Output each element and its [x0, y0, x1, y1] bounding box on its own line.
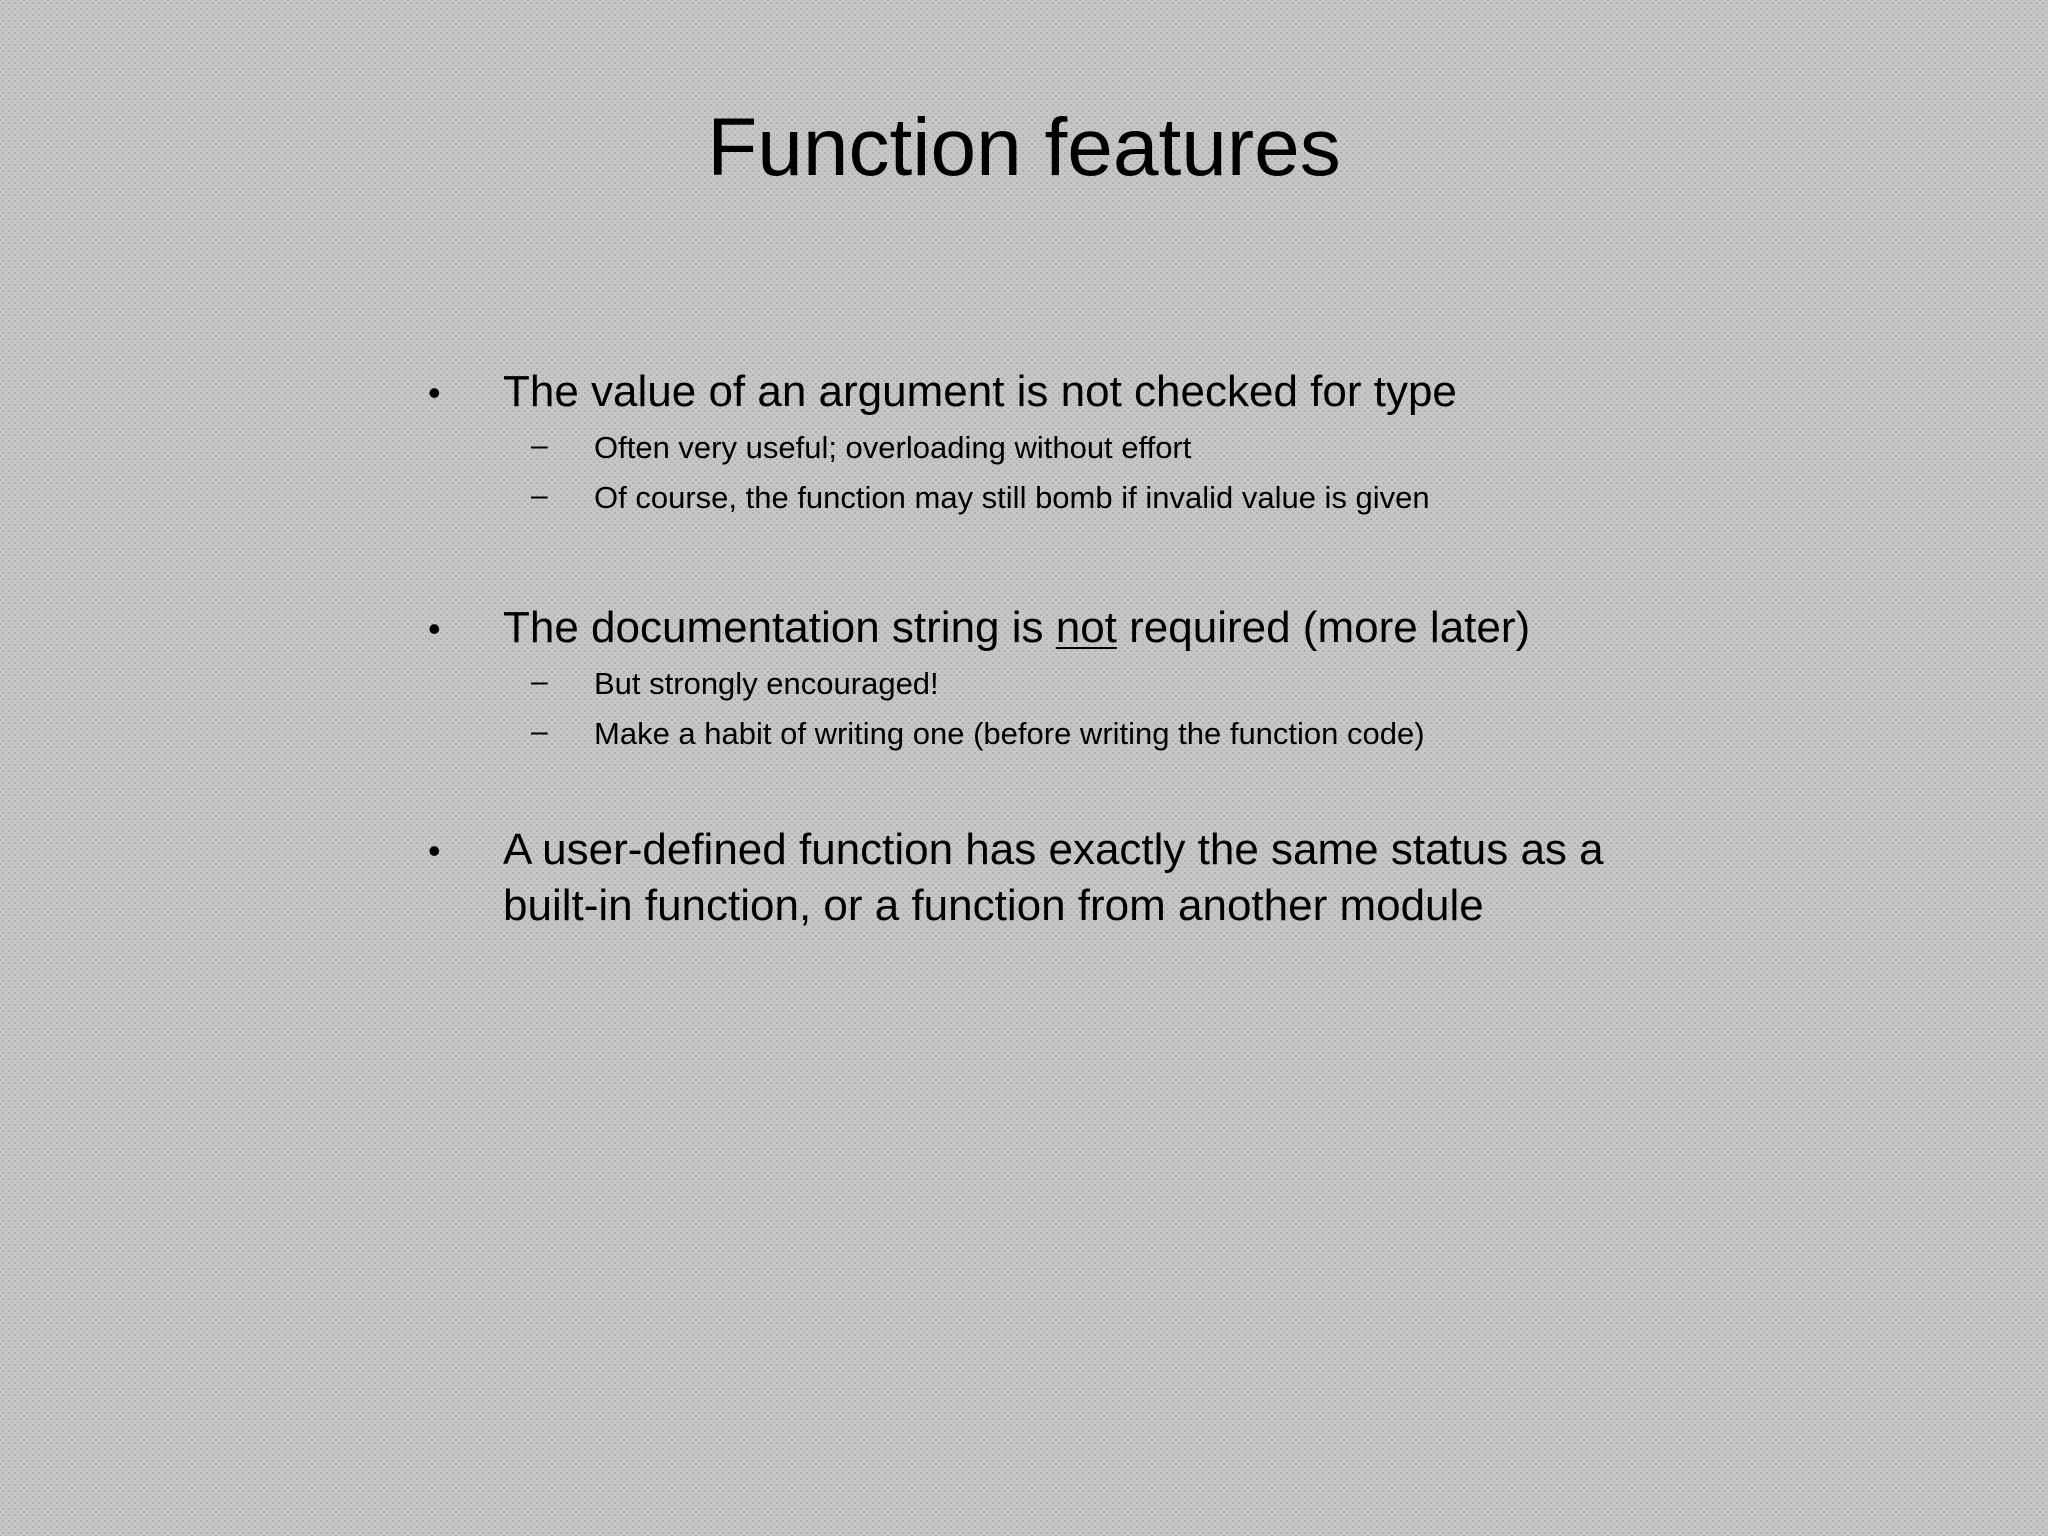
bullet-icon: • — [428, 608, 441, 649]
sub-bullet-item — [0, 712, 2048, 756]
sub-bullet-item — [0, 662, 2048, 706]
bullet-icon: • — [428, 372, 441, 413]
dash-icon: – — [531, 665, 548, 698]
sub-bullet-item — [0, 476, 2048, 520]
sub-bullet-text: Often very useful; overloading without effort — [594, 430, 1192, 465]
sub-bullet-text: But strongly encouraged! — [594, 666, 939, 701]
slide-title: Function features — [707, 102, 1341, 193]
sub-bullet-text: Of course, the function may still bomb if invalid value is given — [594, 480, 1430, 515]
bullet-text-after: required (more later) — [1116, 603, 1531, 652]
bullet-icon: • — [428, 830, 441, 871]
bullet-text-before: The documentation string is — [503, 603, 1056, 652]
dash-icon: – — [531, 479, 548, 512]
sub-bullet-item — [0, 426, 2048, 470]
bullet-text — [503, 600, 1530, 656]
bullet-text: The value of an argument is not checked for type — [503, 367, 1457, 416]
underlined-emphasis: not — [1055, 603, 1117, 652]
bullet-text-line-2: built-in function, or a function from another module — [503, 881, 1484, 930]
bullet-text-line-1: A user-defined function has exactly the same status as a — [503, 825, 1604, 874]
dash-icon: – — [531, 429, 548, 462]
sub-bullet-text: Make a habit of writing one (before writing the function code) — [594, 716, 1425, 751]
dash-icon: – — [531, 715, 548, 748]
